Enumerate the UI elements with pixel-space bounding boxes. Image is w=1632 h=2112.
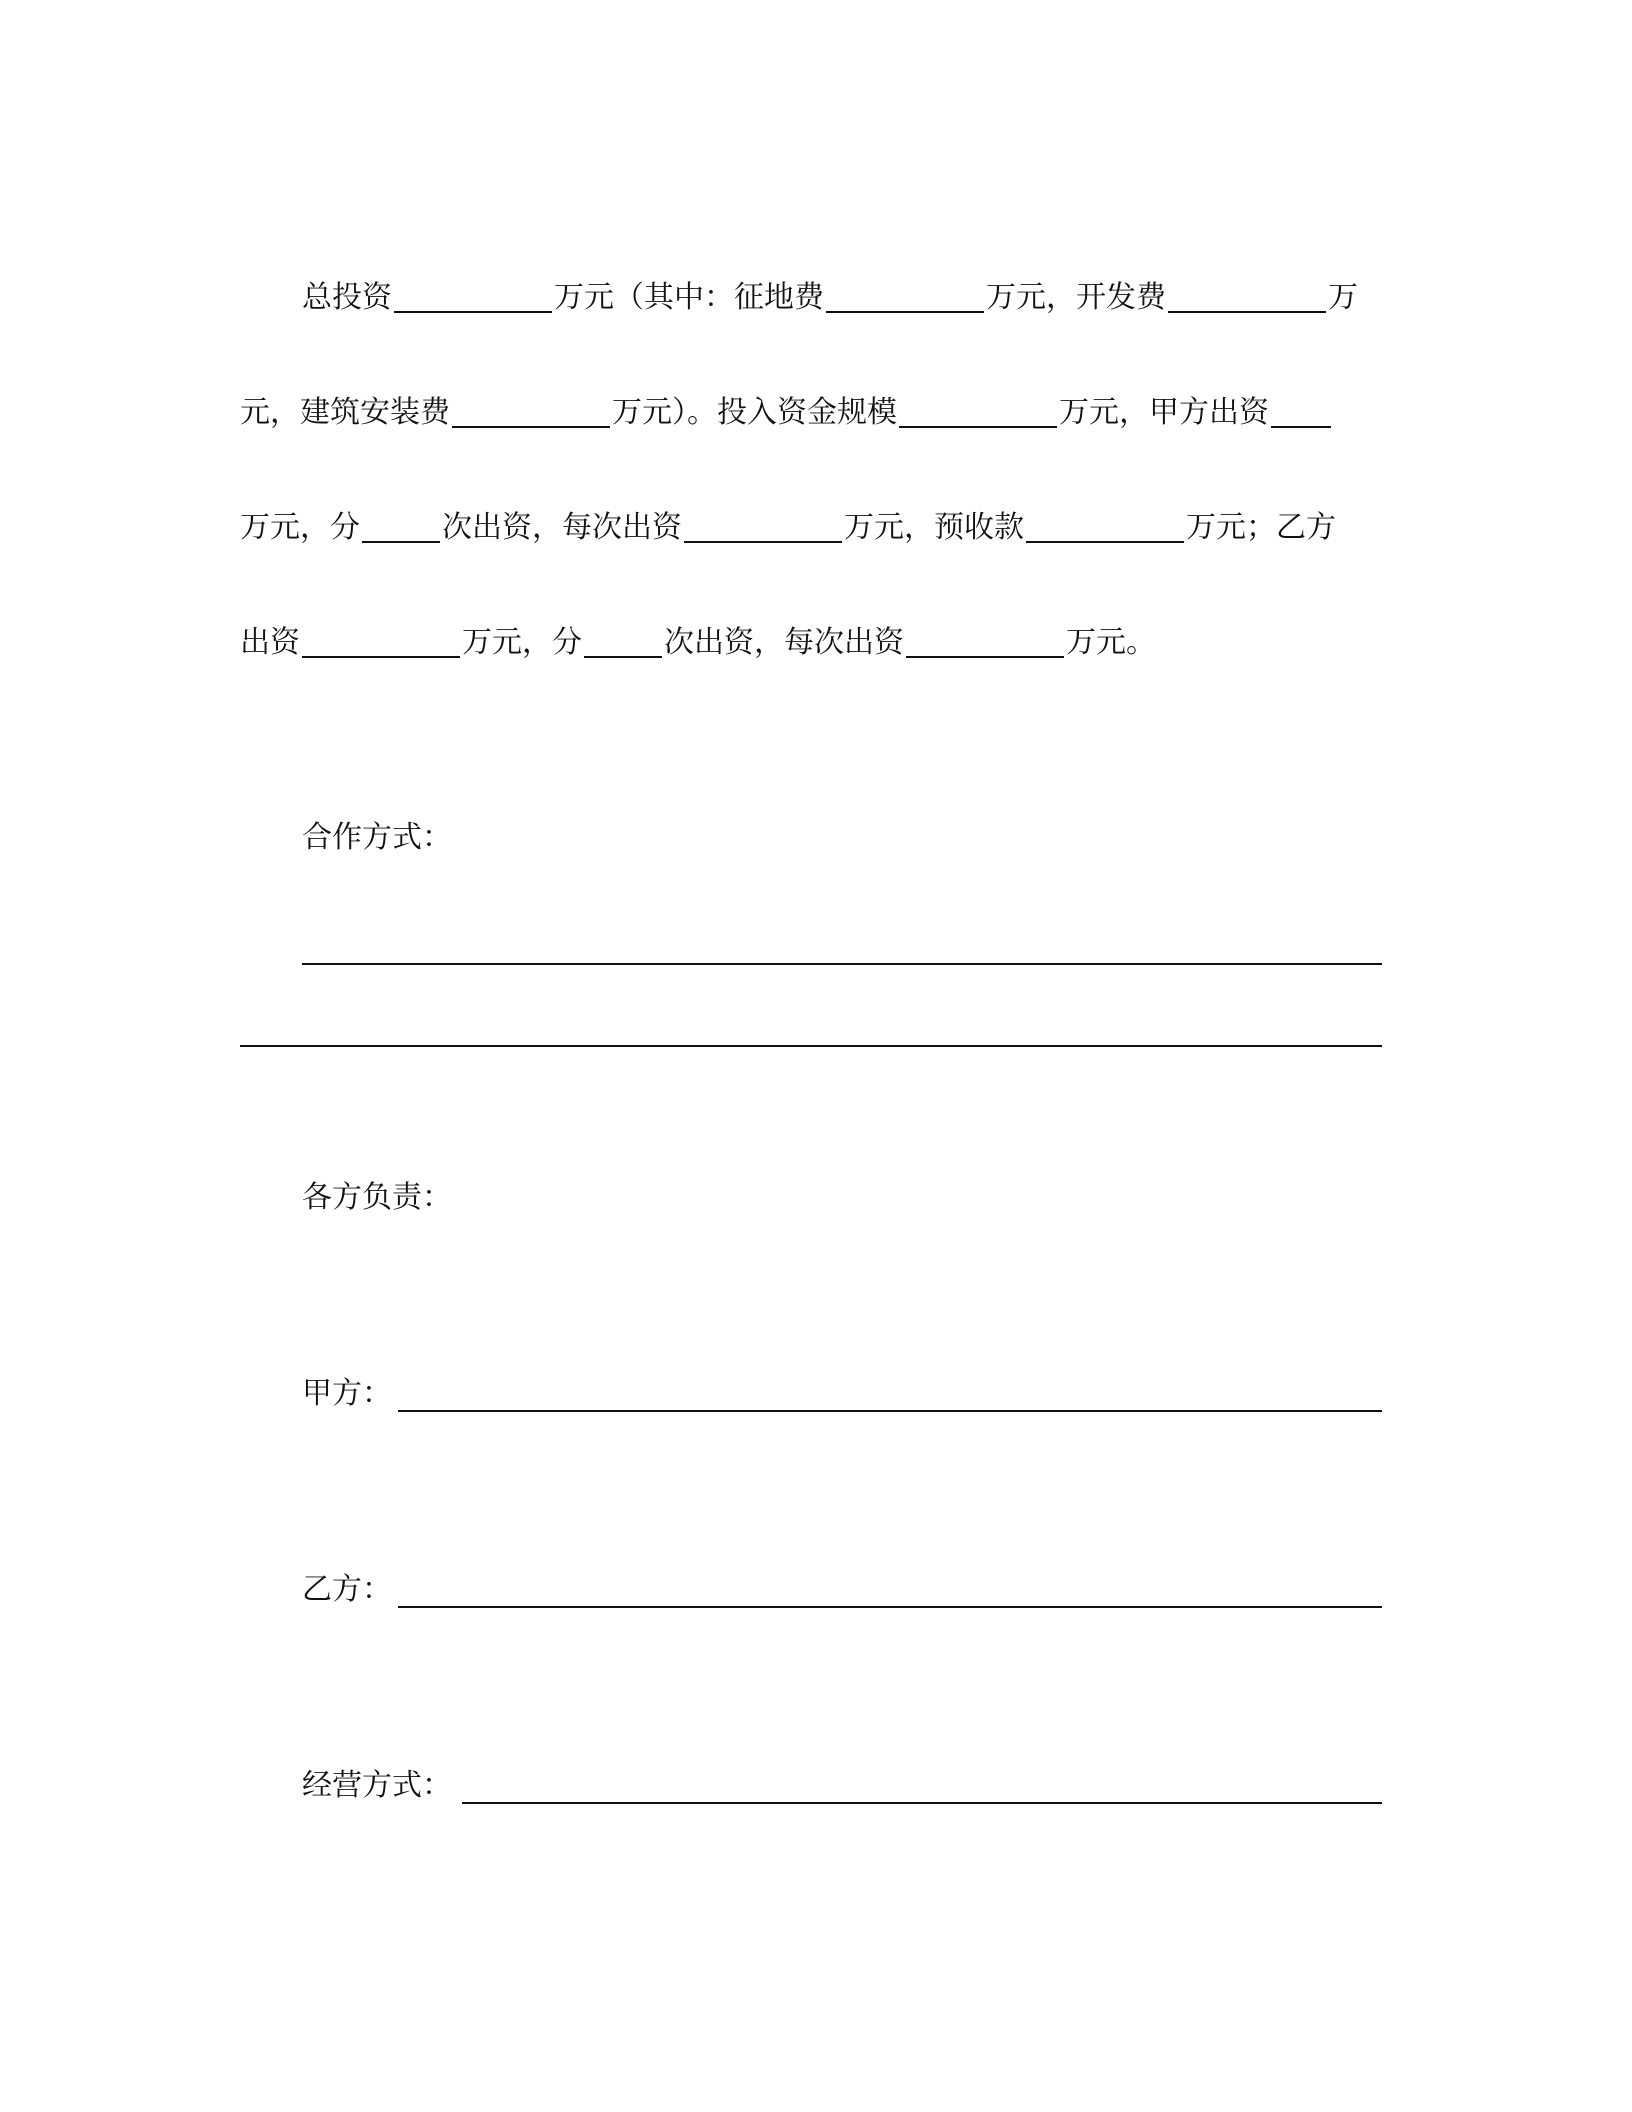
cooperation-heading: 合作方式： [302, 820, 452, 855]
party-b-label: 乙方： [302, 1572, 392, 1607]
text-each-contribution-b: 次出资，每次出资 [664, 625, 904, 660]
blank-total-investment[interactable] [394, 271, 552, 313]
party-a-field[interactable] [398, 1410, 1382, 1412]
cooperation-line-1[interactable] [302, 963, 1382, 965]
text-installments-b: 万元，分 [462, 625, 582, 660]
blank-party-b-each-contribution[interactable] [906, 616, 1064, 658]
text-fund-scale: 万元）。投入资金规模 [612, 395, 897, 430]
blank-party-b-contribution[interactable] [302, 616, 460, 658]
text-each-contribution: 次出资，每次出资 [442, 510, 682, 545]
paragraph-line-4 [240, 610, 1382, 670]
blank-construction-fee[interactable] [452, 386, 610, 428]
blank-development-fee[interactable] [1168, 271, 1326, 313]
blank-party-a-contribution[interactable] [1271, 386, 1331, 428]
text-party-b: 万元；乙方 [1186, 510, 1336, 545]
text-advance-payment: 万元，预收款 [844, 510, 1024, 545]
blank-party-b-installments[interactable] [584, 616, 662, 658]
text-wan: 万 [1328, 280, 1358, 315]
blank-party-a-installments[interactable] [362, 501, 440, 543]
text-contribution: 出资 [240, 625, 300, 660]
text-land-fee: 万元（其中：征地费 [554, 280, 824, 315]
text-total-investment: 总投资 [302, 280, 392, 315]
text-construction-fee: 元，建筑安装费 [240, 395, 450, 430]
operation-label: 经营方式： [302, 1768, 452, 1803]
blank-land-fee[interactable] [826, 271, 984, 313]
text-development-fee: 万元，开发费 [986, 280, 1166, 315]
paragraph-line-2 [240, 380, 1382, 440]
cooperation-line-2[interactable] [240, 1045, 1382, 1047]
responsibility-heading: 各方负责： [302, 1180, 452, 1215]
party-b-field[interactable] [398, 1606, 1382, 1608]
blank-party-a-each-contribution[interactable] [684, 501, 842, 543]
party-a-label: 甲方： [302, 1376, 392, 1411]
paragraph-line-1 [302, 265, 1382, 325]
operation-field[interactable] [462, 1802, 1382, 1804]
blank-fund-scale[interactable] [899, 386, 1057, 428]
paragraph-line-3 [240, 495, 1382, 555]
text-party-a-contribution: 万元，甲方出资 [1059, 395, 1269, 430]
text-installments: 万元，分 [240, 510, 360, 545]
text-wan-end: 万元。 [1066, 625, 1156, 660]
blank-advance-payment[interactable] [1026, 501, 1184, 543]
